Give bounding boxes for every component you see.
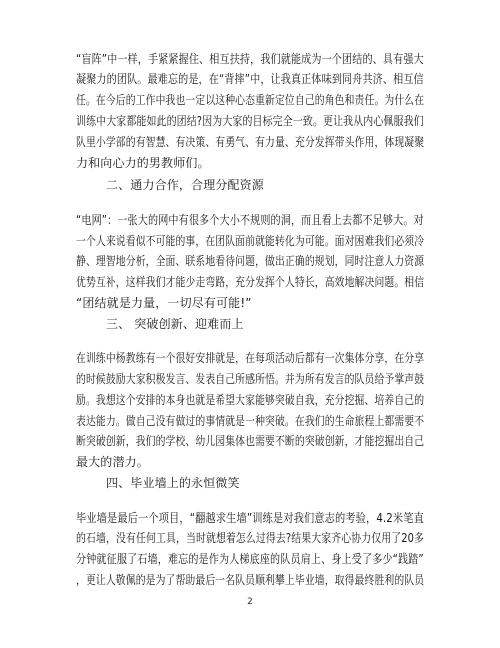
section-heading-3: 三、 突破创新、迎难而上	[106, 317, 244, 331]
paragraph-4-line-4: ，更让人敬佩的是为了帮助最后一名队员顺利攀上毕业墙，取得最终胜利的队员	[76, 573, 425, 587]
paragraph-1-line-4: 训练中大家都能如此的团结?因为大家的目标完全一致。更让我从内心佩服我们	[76, 114, 424, 128]
paragraph-2-line-5: “团结就是力量，一切尽有可能!”	[76, 296, 252, 310]
paragraph-3-line-5: 断突破创新，我们的学校、幼儿园集体也需要不断的突破创新，才能挖掘出自己	[76, 434, 425, 448]
paragraph-3-line-1: 在训练中杨教练有一个很好安排就是，在每项活动后都有一次集体分享，在分享	[76, 351, 425, 365]
paragraph-1-line-2: 凝聚力的团队。最难忘的是，在“背摔”中，让我真正体味到同舟共济、相互信	[76, 72, 424, 86]
paragraph-3-line-3: 励。我想这个安排的本身也就是希望大家能够突破自我，充分挖掘、培养自己的	[76, 393, 425, 407]
paragraph-4-line-1: 毕业墙是最后一个项目，“翻越求生墙”训练是对我们意志的考验，4.2米笔直	[76, 511, 424, 525]
paragraph-1-line-6: 力和向心力的男教师们。	[76, 156, 210, 170]
section-heading-2: 二、通力合作，合理分配资源	[106, 178, 264, 192]
paragraph-3-line-4: 表达能力。做自己没有做过的事情就是一种突破。在我们的生命旅程上都需要不	[76, 414, 425, 428]
paragraph-2-line-3: 静、理智地分析，全面、联系地看待问题，做出正确的规划，同时注意人力资源	[76, 254, 425, 268]
section-heading-4: 四、毕业墙上的永恒微笑	[106, 476, 240, 490]
paragraph-1-line-5: 队里小学部的有智慧、有决策、有勇气、有力量、充分发挥带头作用，体现凝聚	[76, 135, 425, 149]
paragraph-4-line-3: 分钟就征服了石墙，难忘的是作为人梯底座的队员肩上、身上受了多少“践踏”	[76, 552, 424, 566]
paragraph-3-line-6: 最大的潜力。	[76, 455, 149, 469]
paragraph-2-line-2: 一个人来说看似不可能的事，在团队面前就能转化为可能。面对困难我们必须冷	[76, 234, 425, 248]
paragraph-4-line-2: 的石墙，没有任何工具，当时就想着怎么过得去?结果大家齐心协力仅用了20多	[76, 531, 425, 545]
paragraph-3-line-2: 的时候鼓励大家积极发言、发表自己所感所悟。并为所有发言的队员给予掌声鼓	[76, 372, 425, 386]
paragraph-1-line-3: 任。在今后的工作中我也一定以这种心态重新定位自己的角色和责任。为什么在	[76, 93, 425, 107]
paragraph-1-line-1: “盲阵”中一样，手紧紧握住、相互扶持，我们就能成为一个团结的、具有强大	[76, 52, 424, 66]
paragraph-2-line-4: 优势互补，这样我们才能少走弯路，充分发挥个人特长，高效地解决问题。相信	[76, 275, 425, 289]
paragraph-2-line-1: “电网”：一张大的网中有很多个大小不规则的洞，而且看上去都不足够大。对	[76, 213, 424, 227]
page-number: 2	[247, 597, 253, 607]
